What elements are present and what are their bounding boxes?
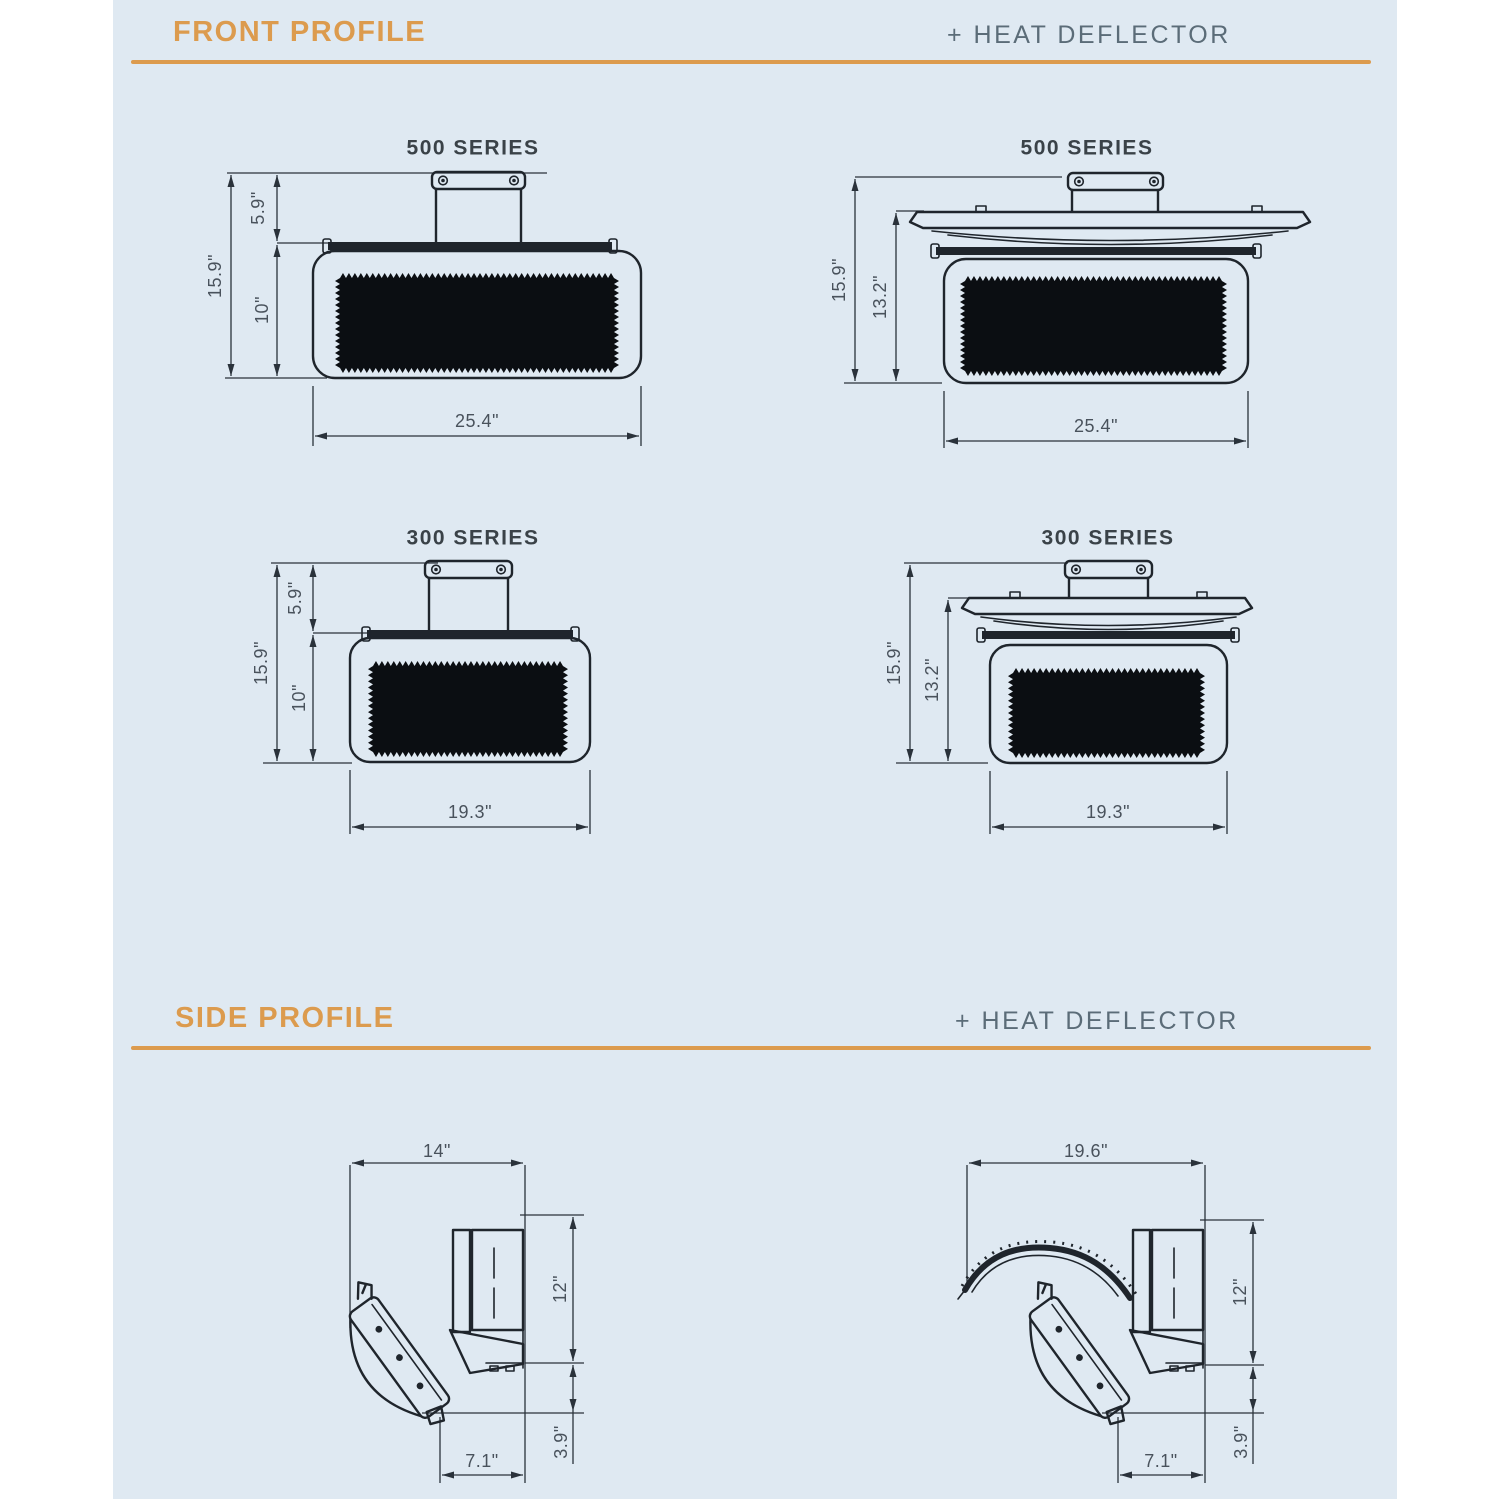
top-rail [982,631,1235,639]
drawing-title: 300 SERIES [406,526,540,550]
mounting-post [436,189,521,242]
dim-deflector-height: 13.2" [870,275,890,319]
dim-height: 12" [550,1275,570,1303]
dim-drop: 3.9" [551,1425,571,1459]
dim-width: 19.6" [1064,1141,1108,1161]
tilted-heater-side-view [997,1277,1141,1443]
heater-grill [368,661,568,757]
heat-deflector-arc [958,1242,1136,1299]
heat-deflector-plate [910,212,1310,228]
heater-front-view [350,561,590,762]
dim-total-height: 15.9" [829,258,849,302]
mounting-post [429,578,508,630]
dim-bracket-height: 5.9" [248,191,268,225]
dim-body-height: 10" [252,296,272,324]
front-heat-deflector-label: + HEAT DEFLECTOR [947,21,1231,49]
dim-width: 14" [423,1141,451,1161]
pivot-arm [450,1330,523,1373]
heater-front-view-with-deflector [962,561,1252,763]
dim-width: 25.4" [455,411,499,431]
bottom-foot [1103,1403,1128,1428]
heater-grill [960,276,1227,376]
wall-mount-bracket [450,1230,523,1373]
dim-depth: 7.1" [1144,1451,1178,1471]
top-rail [328,242,612,250]
dim-width: 19.3" [1086,802,1130,822]
tilted-heater-side-view [317,1277,461,1443]
deflector-underside [932,231,1288,245]
front-300-drawing [240,520,660,850]
front-section-divider [131,60,1371,64]
dim-bracket-height: 5.9" [285,581,305,615]
dim-depth: 7.1" [465,1451,499,1471]
heater-front-view-with-deflector [910,173,1310,383]
heat-deflector-plate [962,598,1252,614]
side-profile-deflector-drawing [940,1140,1270,1490]
pivot-arm [1130,1330,1203,1373]
dim-drop: 3.9" [1231,1425,1251,1459]
mounting-post [1069,578,1148,597]
dim-total-height: 15.9" [884,641,904,685]
top-rail [367,630,573,638]
drawing-title: 300 SERIES [1041,526,1175,550]
deflector-underside [981,617,1236,630]
bottom-foot [423,1403,448,1428]
heater-grill [1008,668,1205,758]
side-profile-heading: SIDE PROFILE [175,1002,395,1034]
top-rail [936,247,1256,255]
heater-front-view [313,172,641,378]
dim-deflector-height: 13.2" [922,658,942,702]
top-tab [1030,1277,1058,1305]
side-profile-drawing [320,1140,600,1490]
top-tab [350,1277,378,1305]
front-500-drawing [195,130,665,460]
dim-height: 12" [1230,1278,1250,1306]
curved-face [1012,1319,1101,1430]
front-profile-heading: FRONT PROFILE [173,16,427,48]
drawing-title: 500 SERIES [406,136,540,160]
mounting-post [1072,190,1158,211]
dim-width: 19.3" [448,802,492,822]
dim-body-height: 10" [289,684,309,712]
dimension-lines [967,1141,1264,1483]
dim-total-height: 15.9" [251,641,271,685]
dim-total-height: 15.9" [205,254,225,298]
side-heat-deflector-label: + HEAT DEFLECTOR [955,1007,1239,1035]
front-500-deflector-drawing [830,130,1320,460]
front-300-deflector-drawing [880,520,1320,850]
wall-mount-bracket [1130,1230,1203,1373]
drawing-title: 500 SERIES [1020,136,1154,160]
curved-face [332,1319,421,1430]
heater-grill [335,273,619,373]
dim-width: 25.4" [1074,416,1118,436]
side-section-divider [131,1046,1371,1050]
dimension-lines [350,1141,584,1483]
